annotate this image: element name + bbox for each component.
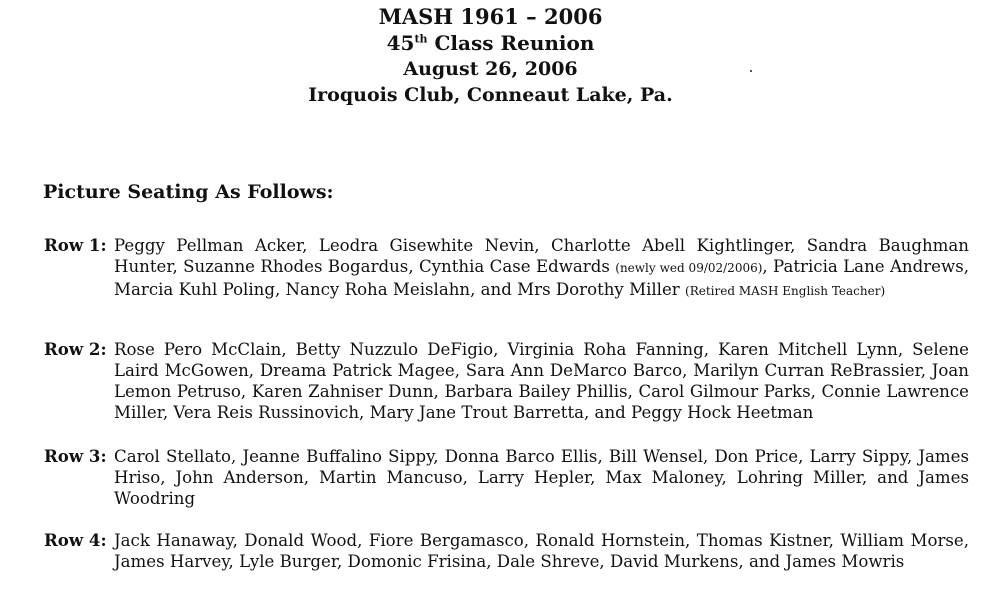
seating-row-1 [44, 235, 969, 302]
row-names: Jack Hanaway, Donald Wood, Fiore Bergamasco, Ronald Hornstein, Thomas Kistner, William Morse, James Harvey, Lyle Burger, Domonic Frisina, Dale Shreve, David Murkens, and James Mowris [114, 531, 969, 571]
scan-speck [750, 70, 752, 72]
event-date: August 26, 2006 [403, 58, 578, 80]
document-header [0, 4, 981, 108]
seating-row-2 [44, 339, 969, 423]
document-title: MASH 1961 – 2006 [378, 4, 603, 29]
reunion-suffix: th [414, 32, 428, 46]
row-names [114, 235, 969, 302]
row-label: Row 2: [44, 339, 107, 359]
row-names: Carol Stellato, Jeanne Buffalino Sippy, Donna Barco Ellis, Bill Wensel, Don Price, Larry Sippy, James Hriso, John Anderson, Martin Mancuso, Larry Hepler, Max Maloney, Lohring Miller, and James Woodring [114, 447, 969, 508]
event-location: Iroquois Club, Conneaut Lake, Pa. [308, 84, 673, 106]
seating-title: Picture Seating As Follows: [43, 181, 334, 203]
reunion-text: Class Reunion [427, 31, 595, 55]
row-label: Row 3: [44, 446, 107, 466]
seating-row-3 [44, 446, 969, 509]
row-names: Rose Pero McClain, Betty Nuzzulo DeFigio, Virginia Roha Fanning, Karen Mitchell Lynn, Selene Laird McGowen, Dreama Patrick Magee, Sara Ann DeMarco Barco, Marilyn Curran ReBrassier, Joan Lemon Petruso, Karen Zahniser Dunn, Barbara Bailey Phillis, Carol Gilmour Parks, Connie Lawrence Miller, Vera Reis Russinovich, Mary Jane Trout Barretta, and Peggy Hock Heetman [114, 340, 969, 422]
row-note: (newly wed 09/02/2006) [615, 261, 763, 275]
row-label: Row 4: [44, 530, 107, 550]
row-note: (Retired MASH English Teacher) [685, 284, 886, 298]
row-names-part: Peggy Pellman Acker, Leodra Gisewhite Nevin, Charlotte Abell Kightlinger, Sandra Baughman Hunter, Suzanne Rhodes Bogardus, Cynthia Case Edwards [114, 236, 969, 276]
seating-row-4 [44, 530, 969, 572]
row-label: Row 1: [44, 235, 107, 255]
row-names-part: , Patricia Lane Andrews, Marcia Kuhl Poling, Nancy Roha Meislahn, and Mrs Dorothy Miller [114, 257, 969, 299]
reunion-number: 45 [386, 31, 415, 55]
reunion-line [0, 30, 981, 56]
